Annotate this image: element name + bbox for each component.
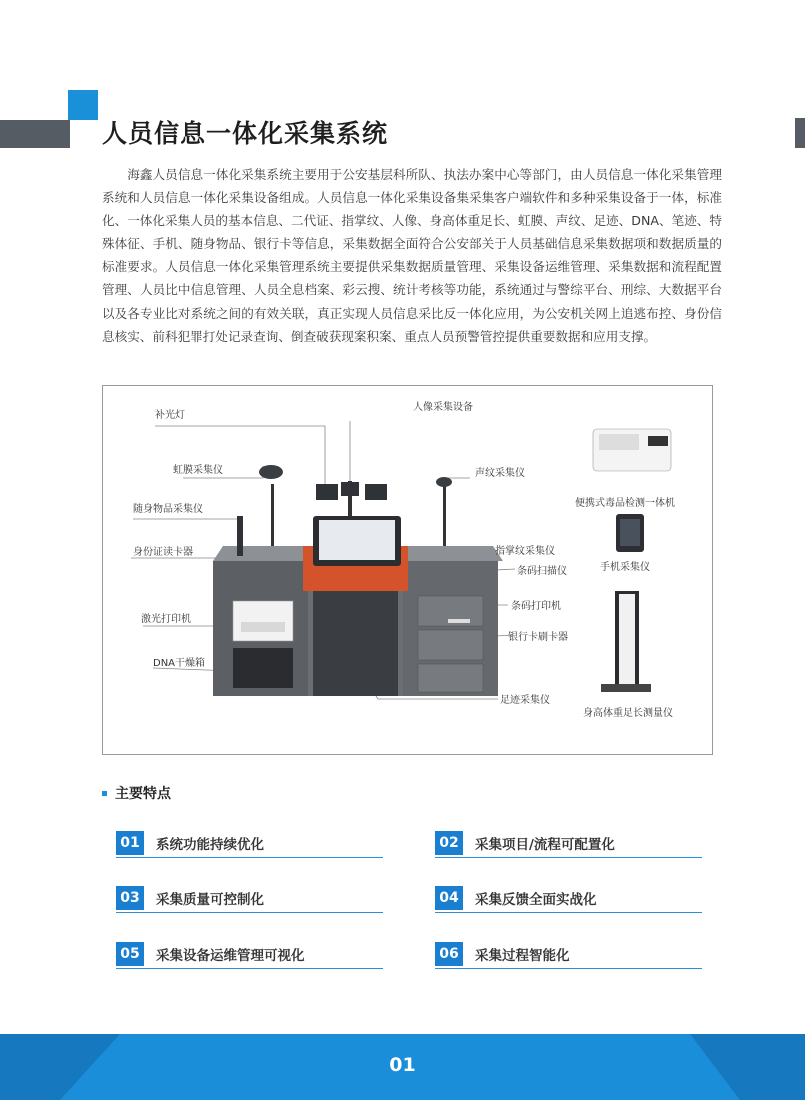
page-title: 人员信息一体化采集系统	[102, 119, 389, 148]
label-footprint: 足迹采集仪	[500, 695, 550, 706]
feature-text: 采集过程智能化	[475, 948, 570, 964]
feature-number: 01	[116, 831, 144, 855]
label-iris: 虹膜采集仪	[173, 465, 223, 476]
label-fill-light: 补光灯	[155, 410, 185, 421]
label-drug-test: 便携式毒品检测一体机	[575, 498, 675, 509]
header-gray-bar-right	[795, 118, 805, 148]
bullet-square-icon	[102, 791, 107, 796]
feature-text: 采集项目/流程可配置化	[475, 837, 615, 853]
feature-item	[435, 829, 702, 858]
label-phone: 手机采集仪	[600, 562, 650, 573]
feature-number: 06	[435, 942, 463, 966]
feature-number: 02	[435, 831, 463, 855]
feature-number: 04	[435, 886, 463, 910]
features-heading-text: 主要特点	[115, 786, 171, 802]
label-voice: 声纹采集仪	[475, 468, 525, 479]
feature-number: 05	[116, 942, 144, 966]
label-laser-printer: 激光打印机	[141, 614, 191, 625]
feature-text: 采集反馈全面实战化	[475, 892, 597, 908]
label-dna-dryer: DNA干燥箱	[153, 658, 206, 669]
feature-item	[116, 829, 383, 858]
footer-band	[0, 1034, 805, 1100]
feature-item	[435, 940, 702, 969]
feature-text: 系统功能持续优化	[156, 837, 264, 853]
feature-number: 03	[116, 886, 144, 910]
label-barcode-print: 条码打印机	[511, 601, 561, 612]
feature-item	[116, 884, 383, 913]
header-gray-bar	[0, 120, 70, 148]
intro-paragraph: 海鑫人员信息一体化采集系统主要用于公安基层科所队、执法办案中心等部门，由人员信息一体化采集管理系统和人员信息一体化采集设备组成。人员信息一体化采集设备集采集客户端软件和多种采集设备于一体，标准化、一体化采集人员的基本信息、二代证、指掌纹、人像、身高体重足长、虹膜、声纹、足迹、DNA、笔迹、特殊体征、手机、随身物品、银行卡等信息，采集数据全面符合公安部关于人员基础信息采集数据项和数据质量的标准要求。人员信息一体化采集管理系统主要提供采集数据质量管理、采集设备运维管理、采集数据和流程配置管理、人员比中信息管理、人员全息档案、彩云搜、统计考核等功能，系统通过与警综平台、刑综、大数据平台以及各专业比对系统之间的有效关联，真正实现人员信息采比反一体化应用，为公安机关网上追逃布控、身份信息核实、前科犯罪打处记录查询、倒查破获现案积案、重点人员预警管控提供重要数据和应用支撑。	[102, 167, 722, 344]
header-blue-square	[68, 90, 98, 120]
label-height: 身高体重足长测量仪	[583, 708, 673, 719]
feature-text: 采集质量可控制化	[156, 892, 264, 908]
label-barcode-scan: 条码扫描仪	[517, 566, 567, 577]
label-belongings: 随身物品采集仪	[133, 504, 203, 515]
feature-text: 采集设备运维管理可视化	[156, 948, 305, 964]
label-id-reader: 身份证读卡器	[133, 547, 193, 558]
features-heading	[102, 783, 171, 803]
page-number: 01	[389, 1054, 416, 1076]
equipment-figure	[102, 385, 713, 755]
label-portrait: 人像采集设备	[413, 402, 473, 413]
feature-item	[435, 884, 702, 913]
label-bank-card: 银行卡刷卡器	[508, 632, 568, 643]
label-palm: 指掌纹采集仪	[495, 546, 555, 557]
feature-item	[116, 940, 383, 969]
